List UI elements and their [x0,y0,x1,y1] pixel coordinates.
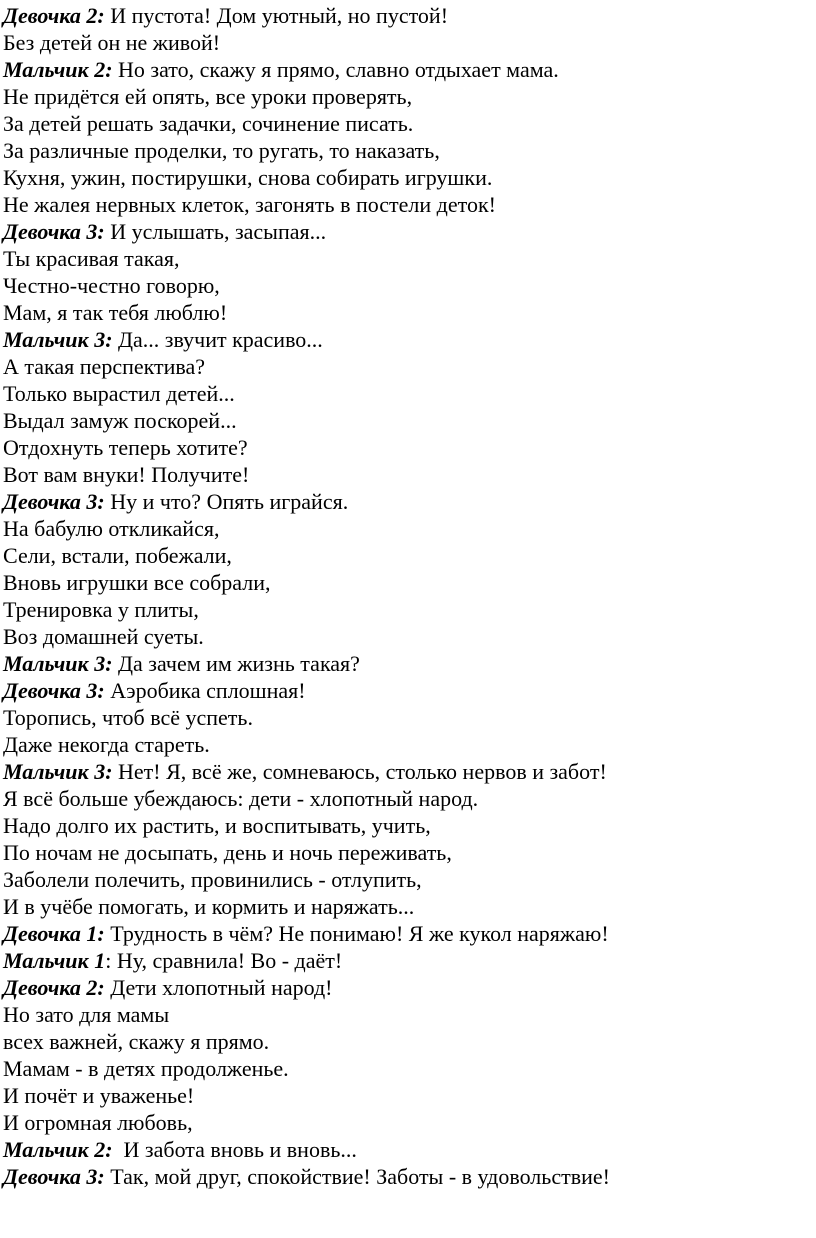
text-line [3,596,813,623]
text-line [3,218,813,245]
text-line [3,191,813,218]
text-line [3,1109,813,1136]
line-text: Я всё больше убеждаюсь: дети - хлопотный народ. [3,786,479,811]
speaker-label: Девочка 3: [3,1164,105,1189]
line-text: Да... звучит красиво... [112,327,323,352]
line-text: Воз домашней суеты. [3,624,204,649]
line-text: Тренировка у плиты, [3,597,199,622]
text-line [3,731,813,758]
line-text: Вот вам внуки! Получите! [3,462,250,487]
text-line [3,812,813,839]
line-text: Честно-честно говорю, [3,273,220,298]
line-text: И забота вновь и вновь... [112,1137,357,1162]
line-text: Торопись, чтоб всё успеть. [3,705,253,730]
speaker-label: Мальчик 3: [3,759,113,784]
speaker-label: Девочка 1: [3,921,105,946]
speaker-label: Мальчик 3: [3,327,113,352]
line-text: Надо долго их растить, и воспитывать, учить, [3,813,431,838]
line-text: Так, мой друг, спокойствие! Заботы - в удовольствие! [104,1164,610,1189]
text-line [3,1163,813,1190]
line-text: По ночам не досыпать, день и ночь переживать, [3,840,452,865]
speaker-label: Девочка 3: [3,678,105,703]
text-line [3,461,813,488]
line-text: Трудность в чём? Не понимаю! Я же кукол наряжаю! [104,921,609,946]
line-text: Мам, я так тебя люблю! [3,300,228,325]
line-text: И услышать, засыпая... [104,219,327,244]
text-line [3,434,813,461]
line-text: И пустота! Дом уютный, но пустой! [104,3,449,28]
text-line [3,704,813,731]
text-line [3,785,813,812]
text-line [3,1082,813,1109]
text-line [3,920,813,947]
line-text: Не жалея нервных клеток, загонять в постели деток! [3,192,496,217]
line-text: Ты красивая такая, [3,246,180,271]
text-line [3,245,813,272]
speaker-label: Мальчик 3: [3,651,113,676]
text-line [3,1028,813,1055]
line-text: : Ну, сравнила! Во - даёт! [105,948,343,973]
text-line [3,758,813,785]
text-line [3,947,813,974]
text-line [3,137,813,164]
text-line [3,623,813,650]
text-line [3,488,813,515]
line-text: Сели, встали, побежали, [3,543,232,568]
text-line [3,542,813,569]
speaker-label: Девочка 2: [3,3,105,28]
line-text: Вновь игрушки все собрали, [3,570,271,595]
text-line [3,164,813,191]
text-line [3,2,813,29]
text-line [3,974,813,1001]
text-line [3,1136,813,1163]
line-text: И огромная любовь, [3,1110,193,1135]
line-text: Только вырастил детей... [3,381,235,406]
line-text: всех важней, скажу я прямо. [3,1029,270,1054]
line-text: Дети хлопотный народ! [104,975,333,1000]
line-text: Нет! Я, всё же, сомневаюсь, столько нервов и забот! [112,759,607,784]
line-text: За детей решать задачки, сочинение писать. [3,111,414,136]
speaker-label: Мальчик 2: [3,1137,113,1162]
line-text: Выдал замуж поскорей... [3,408,237,433]
line-text: Ну и что? Опять играйся. [104,489,349,514]
text-line [3,299,813,326]
text-line [3,326,813,353]
line-text: Не придётся ей опять, все уроки проверять, [3,84,413,109]
text-line [3,83,813,110]
line-text: Без детей он не живой! [3,30,221,55]
line-text: За различные проделки, то ругать, то наказать, [3,138,440,163]
line-text: Заболели полечить, провинились - отлупить, [3,867,422,892]
text-line [3,866,813,893]
text-line [3,1001,813,1028]
line-text: Да зачем им жизнь такая? [112,651,360,676]
document-body [3,2,813,1190]
text-line [3,407,813,434]
speaker-label: Мальчик 2: [3,57,113,82]
line-text: Но зато, скажу я прямо, славно отдыхает мама. [112,57,559,82]
line-text: Даже некогда стареть. [3,732,210,757]
text-line [3,1055,813,1082]
line-text: Но зато для мамы [3,1002,170,1027]
line-text: На бабулю откликайся, [3,516,220,541]
text-line [3,56,813,83]
text-line [3,110,813,137]
line-text: И почёт и уваженье! [3,1083,195,1108]
line-text: Аэробика сплошная! [104,678,306,703]
line-text: А такая перспектива? [3,354,206,379]
speaker-label: Девочка 3: [3,219,105,244]
text-line [3,677,813,704]
speaker-label: Мальчик 1 [3,948,106,973]
text-line [3,380,813,407]
text-line [3,839,813,866]
speaker-label: Девочка 3: [3,489,105,514]
text-line [3,650,813,677]
line-text: Отдохнуть теперь хотите? [3,435,248,460]
speaker-label: Девочка 2: [3,975,105,1000]
text-line [3,29,813,56]
text-line [3,353,813,380]
text-line [3,569,813,596]
text-line [3,893,813,920]
line-text: Мамам - в детях продолженье. [3,1056,289,1081]
line-text: Кухня, ужин, постирушки, снова собирать игрушки. [3,165,493,190]
text-line [3,515,813,542]
text-line [3,272,813,299]
line-text: И в учёбе помогать, и кормить и наряжать... [3,894,415,919]
